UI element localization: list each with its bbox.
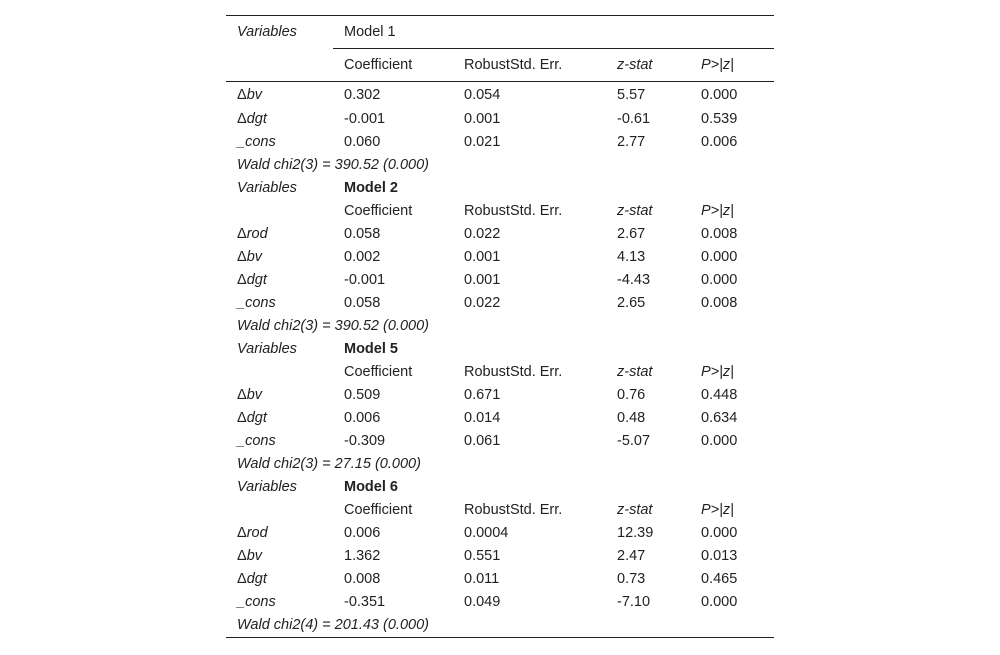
variable-label: bv: [246, 249, 263, 265]
coefficient-value: 0.008: [344, 571, 381, 587]
table-bottom-rule: [226, 637, 774, 638]
coefficient-header: Coefficient: [344, 364, 413, 380]
z-stat-value: 0.76: [617, 387, 646, 403]
coefficient-value: 0.509: [344, 387, 381, 403]
coefficient-value: -0.351: [344, 594, 386, 610]
robust-se-header: RobustStd. Err.: [464, 502, 563, 518]
p-value-value: 0.008: [701, 295, 738, 311]
coefficient-value: 0.002: [344, 249, 381, 265]
z-stat-value: 2.65: [617, 295, 646, 311]
p-value-value: 0.000: [701, 272, 738, 288]
blank-cell: [226, 49, 333, 82]
wald-statistic: Wald chi2(3) = 390.52 (0.000): [237, 157, 429, 173]
model-header-row: [226, 177, 774, 200]
p-value-header: P>|z|: [690, 49, 774, 82]
model-title: Model 6: [344, 479, 398, 495]
wald-row: [226, 614, 774, 637]
z-stat-value: 4.13: [617, 249, 646, 265]
wald-row: [226, 453, 774, 476]
z-stat-header: z-stat: [617, 502, 653, 518]
coefficient-value: 0.058: [344, 295, 381, 311]
wald-row: [226, 315, 774, 338]
z-stat-value: 12.39: [617, 525, 654, 541]
variable-label: dgt: [246, 272, 267, 288]
table-row: [226, 131, 774, 154]
variable-label: rod: [246, 226, 268, 242]
table-row: [226, 430, 774, 453]
table-row: [226, 292, 774, 315]
delta-prefix: Δ: [237, 548, 247, 564]
coefficient-value: 0.006: [344, 525, 381, 541]
table-row: [226, 82, 774, 109]
table-row: [226, 522, 774, 545]
p-value-value: 0.634: [701, 410, 738, 426]
delta-prefix: Δ: [237, 111, 247, 127]
p-value-value: 0.000: [701, 87, 738, 103]
delta-prefix: Δ: [237, 249, 247, 265]
variable-label: dgt: [246, 111, 267, 127]
coefficient-value: 0.006: [344, 410, 381, 426]
variable-name: [226, 522, 333, 545]
variable-name: [226, 269, 333, 292]
robust-se-value: 0.049: [464, 594, 501, 610]
variable-label: _cons: [237, 594, 276, 610]
robust-se-value: 0.001: [464, 249, 501, 265]
p-value-header: P>|z|: [701, 502, 734, 518]
variable-label: _cons: [237, 433, 276, 449]
p-value-header: P>|z|: [701, 203, 734, 219]
p-value-value: 0.006: [701, 134, 738, 150]
p-value-value: 0.000: [701, 594, 738, 610]
p-value-value: 0.000: [701, 433, 738, 449]
coefficient-value: -0.001: [344, 272, 386, 288]
wald-row: [226, 154, 774, 177]
variable-name: [226, 82, 333, 109]
variable-label: bv: [246, 387, 263, 403]
z-stat-header: z-stat: [617, 364, 653, 380]
model-title: Model 2: [344, 180, 398, 196]
table-row: [226, 568, 774, 591]
robust-se-header: RobustStd. Err.: [464, 364, 563, 380]
variables-header: Variables: [237, 24, 297, 41]
table-row: [226, 223, 774, 246]
variable-name: [226, 292, 333, 315]
variable-name: [226, 545, 333, 568]
robust-se-value: 0.671: [464, 387, 501, 403]
z-stat-value: 5.57: [617, 87, 646, 103]
blank-cell: [226, 361, 333, 384]
p-value-header: P>|z|: [701, 364, 734, 380]
coefficient-header: Coefficient: [344, 502, 413, 518]
robust-se-value: 0.011: [464, 571, 500, 587]
p-value-value: 0.000: [701, 525, 738, 541]
coefficient-value: 1.362: [344, 548, 381, 564]
delta-prefix: Δ: [237, 272, 247, 288]
robust-se-value: 0.022: [464, 295, 501, 311]
table-row: [226, 407, 774, 430]
z-stat-value: 2.67: [617, 226, 646, 242]
column-header-row: [226, 361, 774, 384]
variable-label: bv: [246, 87, 263, 103]
results-table: [226, 16, 774, 637]
variable-label: rod: [246, 525, 268, 541]
variable-label: bv: [246, 548, 263, 564]
robust-se-header: RobustStd. Err.: [453, 49, 606, 82]
variable-label: dgt: [246, 571, 267, 587]
variable-name: [226, 430, 333, 453]
delta-prefix: Δ: [237, 410, 247, 426]
model-title: Model 1: [333, 16, 774, 49]
coefficient-value: -0.001: [344, 111, 386, 127]
table-row: [226, 591, 774, 614]
model-header-row: [226, 16, 774, 49]
delta-prefix: Δ: [237, 87, 247, 103]
variable-name: [226, 223, 333, 246]
coefficient-value: -0.309: [344, 433, 386, 449]
column-header-row: [226, 499, 774, 522]
model-header-row: [226, 338, 774, 361]
z-stat-header: z-stat: [617, 203, 653, 219]
table-row: [226, 246, 774, 269]
robust-se-value: 0.001: [464, 111, 501, 127]
z-stat-value: 2.47: [617, 548, 646, 564]
p-value-value: 0.013: [701, 548, 738, 564]
wald-statistic: Wald chi2(3) = 27.15 (0.000): [237, 456, 421, 472]
delta-prefix: Δ: [237, 387, 247, 403]
variables-header: Variables: [237, 180, 297, 196]
wald-statistic: Wald chi2(4) = 201.43 (0.000): [237, 617, 429, 633]
coefficient-value: 0.058: [344, 226, 381, 242]
z-stat-value: 0.73: [617, 571, 646, 587]
table-row: [226, 108, 774, 131]
z-stat-value: 2.77: [617, 134, 646, 150]
variable-label: _cons: [237, 134, 276, 150]
robust-se-value: 0.014: [464, 410, 501, 426]
coefficient-value: 0.060: [344, 134, 381, 150]
variables-header: Variables: [237, 341, 297, 357]
p-value-value: 0.000: [701, 249, 738, 265]
table-row: [226, 269, 774, 292]
z-stat-value: -7.10: [617, 594, 651, 610]
variables-header: Variables: [237, 479, 297, 495]
variable-name: [226, 131, 333, 154]
wald-statistic: Wald chi2(3) = 390.52 (0.000): [237, 318, 429, 334]
model-header-row: [226, 476, 774, 499]
z-stat-value: -0.61: [617, 111, 651, 127]
blank-cell: [226, 200, 333, 223]
robust-se-value: 0.551: [464, 548, 501, 564]
robust-se-value: 0.022: [464, 226, 501, 242]
coefficient-header: Coefficient: [344, 203, 413, 219]
variable-name: [226, 407, 333, 430]
variable-name: [226, 591, 333, 614]
delta-prefix: Δ: [237, 571, 247, 587]
column-header-row: [226, 49, 774, 82]
variable-name: [226, 108, 333, 131]
column-header-row: [226, 200, 774, 223]
robust-se-value: 0.054: [464, 87, 501, 103]
results-table-body: [226, 16, 774, 637]
z-stat-value: 0.48: [617, 410, 646, 426]
variable-name: [226, 384, 333, 407]
model-title: Model 5: [344, 341, 398, 357]
z-stat-value: -5.07: [617, 433, 651, 449]
variable-label: _cons: [237, 295, 276, 311]
blank-cell: [226, 499, 333, 522]
coefficient-value: 0.302: [344, 87, 381, 103]
coefficient-header: Coefficient: [333, 49, 453, 82]
p-value-value: 0.465: [701, 571, 738, 587]
variable-name: [226, 568, 333, 591]
table-row: [226, 384, 774, 407]
regression-table: [226, 15, 774, 638]
z-stat-value: -4.43: [617, 272, 651, 288]
delta-prefix: Δ: [237, 525, 247, 541]
robust-se-value: 0.061: [464, 433, 501, 449]
variable-name: [226, 246, 333, 269]
robust-se-value: 0.021: [464, 134, 501, 150]
delta-prefix: Δ: [237, 226, 247, 242]
z-stat-header: z-stat: [606, 49, 690, 82]
p-value-value: 0.448: [701, 387, 738, 403]
table-row: [226, 545, 774, 568]
robust-se-header: RobustStd. Err.: [464, 203, 563, 219]
robust-se-value: 0.001: [464, 272, 501, 288]
variable-label: dgt: [246, 410, 267, 426]
p-value-value: 0.008: [701, 226, 738, 242]
p-value-value: 0.539: [701, 111, 738, 127]
robust-se-value: 0.0004: [464, 525, 509, 541]
